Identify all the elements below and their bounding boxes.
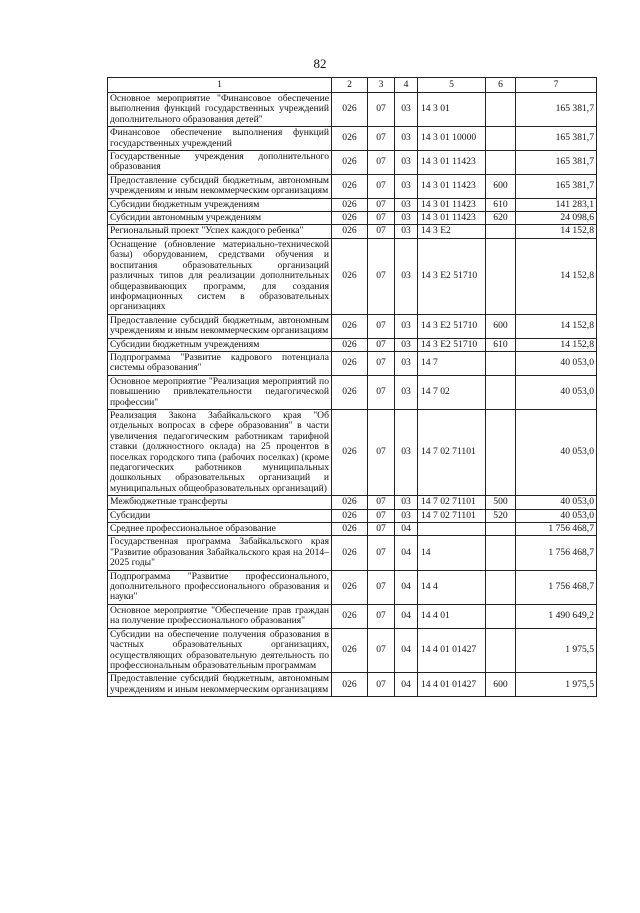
expense-type-cell: 610 [486, 198, 516, 211]
expense-type-cell [486, 536, 516, 570]
table-row [108, 174, 597, 198]
section-cell: 07 [368, 314, 395, 338]
expense-type-cell: 600 [486, 673, 516, 697]
expense-type-cell [486, 127, 516, 151]
item-name-cell: Основное мероприятие "Финансовое обеспечение выполнения функций государственных учреждений дополнительного образования детей" [108, 93, 332, 127]
amount-cell: 1 756 468,7 [516, 536, 597, 570]
expense-type-cell: 600 [486, 174, 516, 198]
amount-cell: 165 381,7 [516, 93, 597, 127]
admin-code-cell: 026 [332, 338, 368, 351]
admin-code-cell: 026 [332, 604, 368, 628]
column-header: 2 [332, 78, 368, 93]
expense-type-cell [486, 151, 516, 175]
expense-type-cell [486, 570, 516, 604]
table-row [108, 212, 597, 225]
admin-code-cell: 026 [332, 570, 368, 604]
table-row [108, 496, 597, 509]
header-row [108, 78, 597, 93]
target-article-cell: 14 3 E2 [418, 225, 486, 238]
item-name-cell: Межбюджетные трансферты [108, 496, 332, 509]
subsection-cell: 03 [395, 314, 418, 338]
amount-cell: 40 053,0 [516, 409, 597, 495]
target-article-cell: 14 3 01 11423 [418, 212, 486, 225]
table-row [108, 351, 597, 375]
table-row [108, 151, 597, 175]
subsection-cell: 04 [395, 570, 418, 604]
amount-cell: 1 975,5 [516, 628, 597, 673]
subsection-cell: 04 [395, 628, 418, 673]
admin-code-cell: 026 [332, 536, 368, 570]
page-number: 82 [313, 56, 327, 71]
subsection-cell: 03 [395, 127, 418, 151]
table-row [108, 628, 597, 673]
item-name-cell: Государственная программа Забайкальского края "Развитие образования Забайкальского края на 2014–2025 годы" [108, 536, 332, 570]
admin-code-cell: 026 [332, 375, 368, 409]
subsection-cell: 03 [395, 151, 418, 175]
section-cell: 07 [368, 238, 395, 314]
section-cell: 07 [368, 93, 395, 127]
subsection-cell: 04 [395, 536, 418, 570]
item-name-cell: Финансовое обеспечение выполнения функций государственных учреждений [108, 127, 332, 151]
amount-cell: 40 053,0 [516, 496, 597, 509]
section-cell: 07 [368, 409, 395, 495]
target-article-cell: 14 3 E2 51710 [418, 238, 486, 314]
item-name-cell: Подпрограмма "Развитие профессионального, дополнительного профессионального образования и науки" [108, 570, 332, 604]
section-cell: 07 [368, 673, 395, 697]
table-row [108, 314, 597, 338]
item-name-cell: Подпрограмма "Развитие кадрового потенциала системы образования" [108, 351, 332, 375]
table-row [108, 509, 597, 522]
expense-type-cell [486, 628, 516, 673]
subsection-cell: 03 [395, 225, 418, 238]
section-cell: 07 [368, 536, 395, 570]
amount-cell: 165 381,7 [516, 151, 597, 175]
table-row [108, 238, 597, 314]
target-article-cell: 14 3 01 11423 [418, 174, 486, 198]
section-cell: 07 [368, 174, 395, 198]
section-cell: 07 [368, 225, 395, 238]
column-header: 1 [108, 78, 332, 93]
item-name-cell: Региональный проект "Успех каждого ребенка" [108, 225, 332, 238]
expense-type-cell [486, 93, 516, 127]
expense-type-cell [486, 238, 516, 314]
target-article-cell: 14 4 01 [418, 604, 486, 628]
target-article-cell: 14 [418, 536, 486, 570]
expense-type-cell [486, 409, 516, 495]
subsection-cell: 03 [395, 509, 418, 522]
column-header: 4 [395, 78, 418, 93]
subsection-cell: 03 [395, 375, 418, 409]
amount-cell: 40 053,0 [516, 509, 597, 522]
amount-cell: 14 152,8 [516, 238, 597, 314]
admin-code-cell: 026 [332, 496, 368, 509]
admin-code-cell: 026 [332, 314, 368, 338]
admin-code-cell: 026 [332, 127, 368, 151]
admin-code-cell: 026 [332, 628, 368, 673]
table-row [108, 198, 597, 211]
section-cell: 07 [368, 351, 395, 375]
item-name-cell: Предоставление субсидий бюджетным, автономным учреждениям и иным некоммерческим организациям [108, 673, 332, 697]
table-row [108, 409, 597, 495]
subsection-cell: 03 [395, 338, 418, 351]
amount-cell: 14 152,8 [516, 225, 597, 238]
column-header: 3 [368, 78, 395, 93]
table-row [108, 375, 597, 409]
subsection-cell: 03 [395, 93, 418, 127]
admin-code-cell: 026 [332, 225, 368, 238]
item-name-cell: Предоставление субсидий бюджетным, автономным учреждениям и иным некоммерческим организациям [108, 314, 332, 338]
table-row [108, 523, 597, 536]
table-row [108, 127, 597, 151]
admin-code-cell: 026 [332, 673, 368, 697]
section-cell: 07 [368, 127, 395, 151]
target-article-cell: 14 7 02 [418, 375, 486, 409]
table-row [108, 225, 597, 238]
admin-code-cell: 026 [332, 198, 368, 211]
column-header: 6 [486, 78, 516, 93]
item-name-cell: Оснащение (обновление материально-технической базы) оборудованием, средствами обучения и воспитания образовательных организаций различных типов для реализации дополнительных общеразвивающих программ, для создания информационных систем в образовательных организациях [108, 238, 332, 314]
amount-cell: 14 152,8 [516, 338, 597, 351]
admin-code-cell: 026 [332, 409, 368, 495]
subsection-cell: 03 [395, 409, 418, 495]
table-row [108, 604, 597, 628]
section-cell: 07 [368, 198, 395, 211]
item-name-cell: Предоставление субсидий бюджетным, автономным учреждениям и иным некоммерческим организациям [108, 174, 332, 198]
item-name-cell: Основное мероприятие "Реализация мероприятий по повышению привлекательности педагогической профессии" [108, 375, 332, 409]
target-article-cell: 14 3 01 11423 [418, 198, 486, 211]
target-article-cell: 14 4 [418, 570, 486, 604]
item-name-cell: Субсидии [108, 509, 332, 522]
target-article-cell: 14 7 02 71101 [418, 409, 486, 495]
item-name-cell: Субсидии бюджетным учреждениям [108, 198, 332, 211]
table-row [108, 536, 597, 570]
item-name-cell: Основное мероприятие "Обеспечение прав граждан на получение профессионального образования" [108, 604, 332, 628]
expense-type-cell [486, 375, 516, 409]
subsection-cell: 04 [395, 673, 418, 697]
subsection-cell: 03 [395, 351, 418, 375]
amount-cell: 40 053,0 [516, 351, 597, 375]
target-article-cell: 14 7 [418, 351, 486, 375]
admin-code-cell: 026 [332, 151, 368, 175]
expense-type-cell: 600 [486, 314, 516, 338]
expense-type-cell: 500 [486, 496, 516, 509]
section-cell: 07 [368, 151, 395, 175]
section-cell: 07 [368, 628, 395, 673]
expense-type-cell: 520 [486, 509, 516, 522]
target-article-cell: 14 3 01 11423 [418, 151, 486, 175]
expense-type-cell: 620 [486, 212, 516, 225]
target-article-cell: 14 7 02 71101 [418, 509, 486, 522]
item-name-cell: Реализация Закона Забайкальского края "Об отдельных вопросах в сфере образования" в части увеличения педагогическим работникам тарифной ставки (должностного оклада) на 25 процентов в поселках городского типа (рабочих поселках) (кроме педагогических работников муниципальных дошкольных образовательных организаций и муниципальных общеобразовательных организаций) [108, 409, 332, 495]
expense-type-cell [486, 604, 516, 628]
target-article-cell: 14 3 01 10000 [418, 127, 486, 151]
expense-type-cell [486, 351, 516, 375]
section-cell: 07 [368, 496, 395, 509]
amount-cell: 1 490 649,2 [516, 604, 597, 628]
item-name-cell: Субсидии на обеспечение получения образования в частных образовательных организациях, осуществляющих образовательную деятельность по профессиональным образовательным программам [108, 628, 332, 673]
subsection-cell: 03 [395, 238, 418, 314]
admin-code-cell: 026 [332, 351, 368, 375]
amount-cell: 165 381,7 [516, 127, 597, 151]
admin-code-cell: 026 [332, 93, 368, 127]
amount-cell: 1 975,5 [516, 673, 597, 697]
amount-cell: 24 098,6 [516, 212, 597, 225]
table-row [108, 570, 597, 604]
subsection-cell: 04 [395, 523, 418, 536]
table-row [108, 673, 597, 697]
target-article-cell: 14 4 01 01427 [418, 673, 486, 697]
amount-cell: 1 756 468,7 [516, 570, 597, 604]
item-name-cell: Среднее профессиональное образование [108, 523, 332, 536]
amount-cell: 165 381,7 [516, 174, 597, 198]
item-name-cell: Субсидии бюджетным учреждениям [108, 338, 332, 351]
table-row [108, 93, 597, 127]
target-article-cell: 14 3 E2 51710 [418, 338, 486, 351]
item-name-cell: Субсидии автономным учреждениям [108, 212, 332, 225]
subsection-cell: 03 [395, 198, 418, 211]
expense-type-cell [486, 225, 516, 238]
column-header: 7 [516, 78, 597, 93]
section-cell: 07 [368, 338, 395, 351]
admin-code-cell: 026 [332, 509, 368, 522]
section-cell: 07 [368, 509, 395, 522]
target-article-cell [418, 523, 486, 536]
item-name-cell: Государственные учреждения дополнительного образования [108, 151, 332, 175]
target-article-cell: 14 7 02 71101 [418, 496, 486, 509]
admin-code-cell: 026 [332, 212, 368, 225]
admin-code-cell: 026 [332, 238, 368, 314]
target-article-cell: 14 3 01 [418, 93, 486, 127]
amount-cell: 40 053,0 [516, 375, 597, 409]
section-cell: 07 [368, 604, 395, 628]
column-header: 5 [418, 78, 486, 93]
section-cell: 07 [368, 375, 395, 409]
expense-type-cell [486, 523, 516, 536]
amount-cell: 1 756 468,7 [516, 523, 597, 536]
budget-allocation-table [107, 77, 597, 697]
amount-cell: 141 283,1 [516, 198, 597, 211]
admin-code-cell: 026 [332, 523, 368, 536]
subsection-cell: 03 [395, 496, 418, 509]
target-article-cell: 14 4 01 01427 [418, 628, 486, 673]
target-article-cell: 14 3 E2 51710 [418, 314, 486, 338]
admin-code-cell: 026 [332, 174, 368, 198]
amount-cell: 14 152,8 [516, 314, 597, 338]
subsection-cell: 03 [395, 212, 418, 225]
subsection-cell: 03 [395, 174, 418, 198]
section-cell: 07 [368, 523, 395, 536]
subsection-cell: 04 [395, 604, 418, 628]
table-row [108, 338, 597, 351]
section-cell: 07 [368, 212, 395, 225]
section-cell: 07 [368, 570, 395, 604]
expense-type-cell: 610 [486, 338, 516, 351]
